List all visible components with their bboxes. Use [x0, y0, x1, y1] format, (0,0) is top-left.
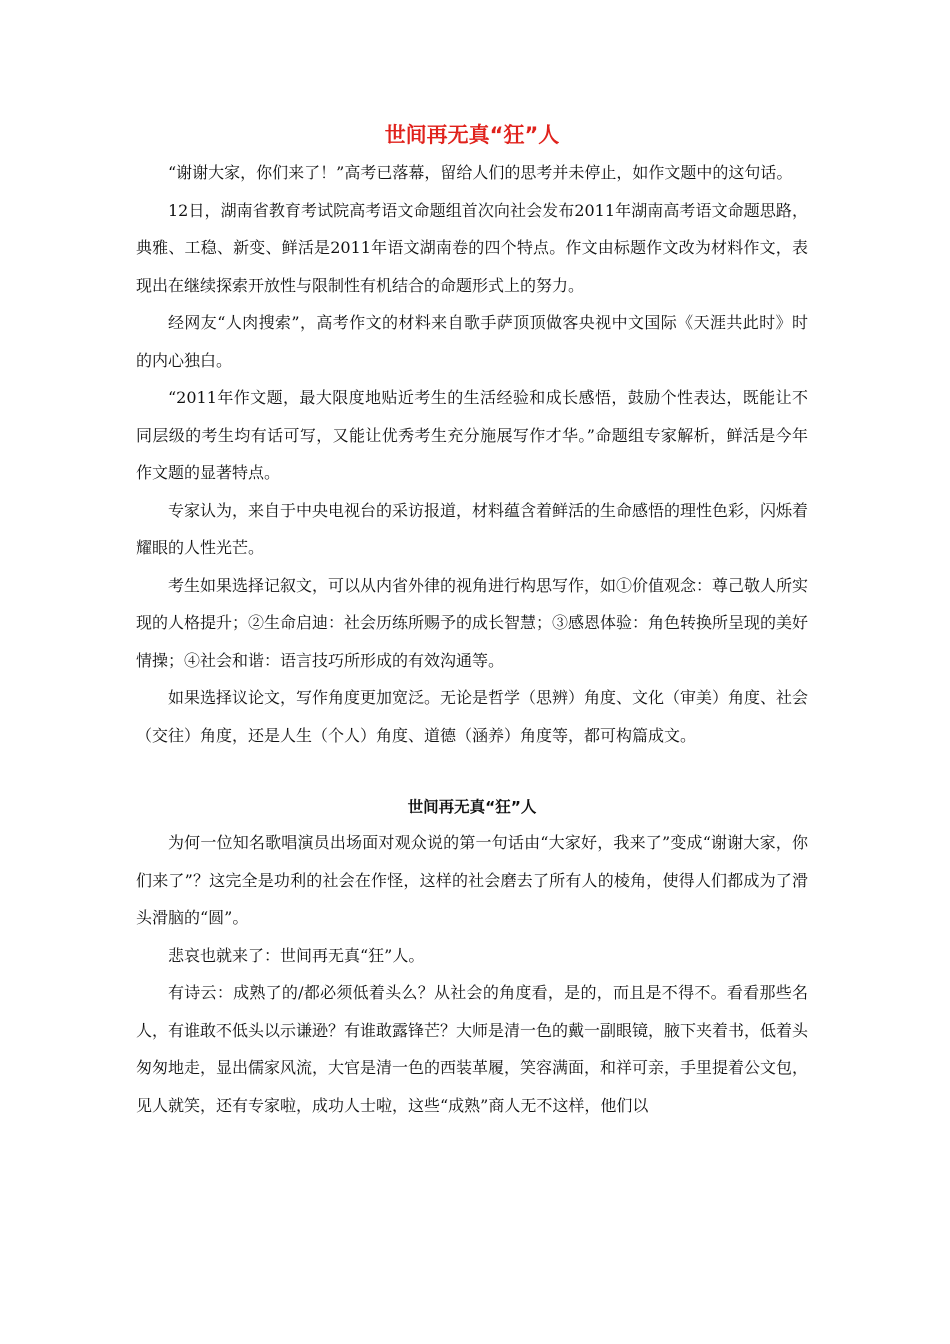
document-content	[136, 118, 808, 1124]
paragraph: 考生如果选择记叙文，可以从内省外律的视角进行构思写作，如①价值观念：尊己敬人所实现的人格提升；②生命启迪：社会历练所赐予的成长智慧；③感恩体验：角色转换所呈现的美好情操；④社会和谐：语言技巧所形成的有效沟通等。	[136, 575, 809, 670]
paragraph: 经网友“人肉搜索”，高考作文的材料来自歌手萨顶顶做客央视中文国际《天涯共此时》时的内心独白。	[136, 313, 808, 370]
paragraph: 专家认为，来自于中央电视台的采访报道，材料蕴含着鲜活的生命感悟的理性色彩，闪烁着耀眼的人性光芒。	[136, 500, 809, 557]
paragraph: 如果选择议论文，写作角度更加宽泛。无论是哲学（思辨）角度、文化（审美）角度、社会（交往）角度，还是人生（个人）角度、道德（涵养）角度等，都可构篇成文。	[136, 688, 809, 745]
paragraph: 有诗云：成熟了的/都必须低着头么？从社会的角度看，是的，而且是不得不。看看那些名人，有谁敢不低头以示谦逊？有谁敢露锋芒？大师是清一色的戴一副眼镜，腋下夹着书，低着头匆匆地走，显出儒家风流，大官是清一色的西装革履，笑容满面，和祥可亲，手里提着公文包，见人就笑，还有专家啦，成功人士啦，这些“成熟”商人无不这样，他们以	[136, 983, 809, 1115]
paragraph: 12日，湖南省教育考试院高考语文命题组首次向社会发布2011年湖南高考语文命题思路，典雅、工稳、新变、鲜活是2011年语文湖南卷的四个特点。作文由标题作文改为材料作文，表现出在继续探索开放性与限制性有机结合的命题形式上的努力。	[136, 200, 808, 295]
paragraph: “2011年作文题，最大限度地贴近考生的生活经验和成长感悟，鼓励个性表达，既能让不同层级的考生均有话可写，又能让优秀考生充分施展写作才华。”命题组专家解析，鲜活是今年作文题的显著特点。	[136, 388, 808, 482]
paragraph: 悲哀也就来了：世间再无真“狂”人。	[168, 945, 425, 965]
section-spacer	[136, 754, 808, 790]
article-title: 世间再无真“狂”人	[384, 123, 560, 147]
paragraph: 为何一位知名歌唱演员出场面对观众说的第一句话由“大家好，我来了”变成“谢谢大家，你们来了”？这完全是功利的社会在作怪，这样的社会磨去了所有人的棱角，使得人们都成为了滑头滑脑的“圆”。	[136, 833, 808, 927]
paragraph: “谢谢大家，你们来了！”高考已落幕，留给人们的思考并未停止，如作文题中的这句话。	[168, 163, 793, 182]
essay-title: 世间再无真“狂”人	[407, 798, 537, 816]
